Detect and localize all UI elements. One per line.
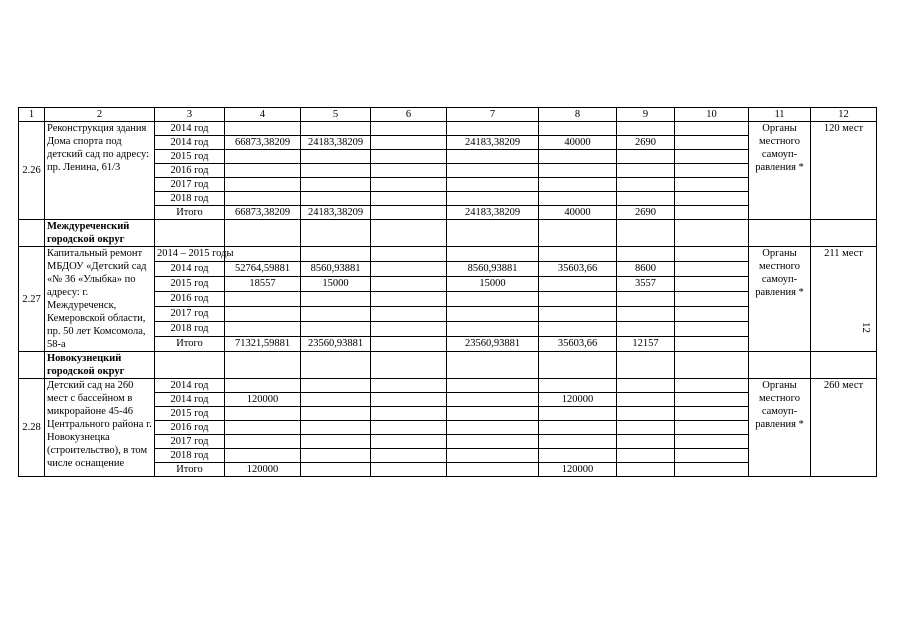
value-cell [371, 449, 447, 463]
value-cell [301, 192, 371, 206]
column-header: 9 [617, 108, 675, 122]
column-header: 11 [749, 108, 811, 122]
period-cell: 2017 год [155, 178, 225, 192]
value-cell [675, 136, 749, 150]
value-cell [225, 164, 301, 178]
responsible-org: Органы местного самоуп-равления * [749, 247, 811, 352]
page-number: 12 [860, 322, 872, 333]
table-cell [19, 352, 45, 379]
value-cell [225, 307, 301, 322]
table-cell [371, 220, 447, 247]
value-cell [675, 393, 749, 407]
period-cell: 2017 год [155, 435, 225, 449]
table-cell [301, 352, 371, 379]
period-cell: 2016 год [155, 421, 225, 435]
value-cell: 2690 [617, 136, 675, 150]
period-cell: 2017 год [155, 307, 225, 322]
value-cell [225, 192, 301, 206]
value-cell: 24183,38209 [447, 136, 539, 150]
object-name: Капитальный ремонт МБДОУ «Детский сад «№ 36 «Улыбка» по адресу: г. Междуреченск, Кемеровской области, пр. 50 лет Комсомола, 58-а [45, 247, 155, 352]
table-cell [155, 220, 225, 247]
value-cell [301, 379, 371, 393]
value-cell [447, 192, 539, 206]
value-cell [675, 277, 749, 292]
value-cell [301, 421, 371, 435]
column-header: 3 [155, 108, 225, 122]
header-row [19, 108, 877, 122]
column-header: 6 [371, 108, 447, 122]
value-cell: 120000 [539, 463, 617, 477]
value-cell [539, 435, 617, 449]
table-cell [225, 352, 301, 379]
value-cell [225, 435, 301, 449]
value-cell [301, 150, 371, 164]
table-cell [749, 220, 811, 247]
column-header: 4 [225, 108, 301, 122]
value-cell [539, 379, 617, 393]
column-header: 10 [675, 108, 749, 122]
table-row [19, 247, 877, 262]
value-cell [371, 277, 447, 292]
value-cell: 35603,66 [539, 262, 617, 277]
value-cell: 35603,66 [539, 337, 617, 352]
period-cell: 2014 год [155, 122, 225, 136]
value-cell [225, 292, 301, 307]
table-cell [539, 352, 617, 379]
value-cell [675, 435, 749, 449]
period-cell: 2016 год [155, 292, 225, 307]
value-cell [225, 178, 301, 192]
period-cell: Итого [155, 206, 225, 220]
value-cell [447, 150, 539, 164]
value-cell [675, 307, 749, 322]
value-cell [371, 150, 447, 164]
column-header: 12 [811, 108, 877, 122]
value-cell [447, 322, 539, 337]
table-cell [225, 220, 301, 247]
value-cell: 3557 [617, 277, 675, 292]
table-cell [675, 352, 749, 379]
value-cell [675, 379, 749, 393]
value-cell: 8560,93881 [447, 262, 539, 277]
value-cell [447, 393, 539, 407]
period-cell: Итого [155, 463, 225, 477]
value-cell [371, 247, 447, 262]
value-cell [447, 307, 539, 322]
value-cell [447, 292, 539, 307]
table-cell [371, 352, 447, 379]
value-cell [617, 164, 675, 178]
value-cell: 120000 [225, 393, 301, 407]
value-cell [675, 247, 749, 262]
value-cell [301, 122, 371, 136]
value-cell: 120000 [539, 393, 617, 407]
column-header: 2 [45, 108, 155, 122]
value-cell: 52764,59881 [225, 262, 301, 277]
value-cell [617, 379, 675, 393]
value-cell [225, 379, 301, 393]
value-cell [675, 449, 749, 463]
value-cell [225, 150, 301, 164]
value-cell [371, 322, 447, 337]
period-cell: 2015 год [155, 277, 225, 292]
value-cell [617, 307, 675, 322]
value-cell [225, 407, 301, 421]
period-cell: 2018 год [155, 449, 225, 463]
item-number: 2.27 [19, 247, 45, 352]
group-row [19, 220, 877, 247]
value-cell: 8600 [617, 262, 675, 277]
value-cell [371, 192, 447, 206]
value-cell [675, 164, 749, 178]
value-cell [447, 379, 539, 393]
value-cell [675, 206, 749, 220]
object-name: Детский сад на 260 мест с бассейном в микрорайоне 45-46 Центрального района г. Новокузнецка (строительство), в том числе оснащение [45, 379, 155, 477]
value-cell [447, 449, 539, 463]
value-cell [447, 164, 539, 178]
value-cell: 23560,93881 [301, 337, 371, 352]
value-cell [225, 247, 301, 262]
value-cell: 8560,93881 [301, 262, 371, 277]
period-cell: Итого [155, 337, 225, 352]
value-cell: 15000 [301, 277, 371, 292]
value-cell [301, 463, 371, 477]
value-cell [371, 407, 447, 421]
value-cell [617, 463, 675, 477]
value-cell [447, 463, 539, 477]
table-cell [617, 220, 675, 247]
value-cell [225, 122, 301, 136]
value-cell [371, 379, 447, 393]
value-cell [301, 407, 371, 421]
value-cell: 23560,93881 [447, 337, 539, 352]
value-cell [301, 292, 371, 307]
table-cell [155, 352, 225, 379]
value-cell [301, 164, 371, 178]
value-cell [675, 150, 749, 164]
object-name: Реконструкция здания Дома спорта под детский сад по адресу: пр. Ленина, 61/3 [45, 122, 155, 220]
value-cell: 15000 [447, 277, 539, 292]
value-cell [675, 192, 749, 206]
table-cell [301, 220, 371, 247]
value-cell [539, 449, 617, 463]
table-cell [811, 352, 877, 379]
value-cell [675, 322, 749, 337]
value-cell [617, 421, 675, 435]
value-cell [447, 435, 539, 449]
value-cell [675, 292, 749, 307]
value-cell [617, 122, 675, 136]
value-cell: 24183,38209 [301, 136, 371, 150]
value-cell [539, 407, 617, 421]
value-cell [371, 337, 447, 352]
value-cell [617, 393, 675, 407]
value-cell: 24183,38209 [447, 206, 539, 220]
value-cell [539, 421, 617, 435]
value-cell [371, 292, 447, 307]
value-cell [371, 262, 447, 277]
value-cell [539, 247, 617, 262]
period-cell: 2014 год [155, 262, 225, 277]
value-cell [539, 307, 617, 322]
value-cell [371, 307, 447, 322]
value-cell [301, 247, 371, 262]
table-cell [617, 352, 675, 379]
column-header: 7 [447, 108, 539, 122]
value-cell: 66873,38209 [225, 136, 301, 150]
period-cell: 2018 год [155, 322, 225, 337]
value-cell [447, 247, 539, 262]
financing-table [18, 107, 877, 477]
value-cell [301, 393, 371, 407]
value-cell: 120000 [225, 463, 301, 477]
value-cell [539, 192, 617, 206]
responsible-org: Органы местного самоуп-равления * [749, 122, 811, 220]
column-header: 8 [539, 108, 617, 122]
value-cell [301, 322, 371, 337]
value-cell [371, 164, 447, 178]
value-cell [301, 435, 371, 449]
value-cell [617, 247, 675, 262]
value-cell [371, 393, 447, 407]
period-cell: 2014 год [155, 379, 225, 393]
capacity: 260 мест [811, 379, 877, 477]
value-cell [675, 178, 749, 192]
table-cell [811, 220, 877, 247]
capacity: 211 мест [811, 247, 877, 352]
value-cell [675, 122, 749, 136]
value-cell: 12157 [617, 337, 675, 352]
period-cell: 2014 – 2015 годы [155, 247, 225, 262]
item-number: 2.26 [19, 122, 45, 220]
value-cell [371, 178, 447, 192]
value-cell [301, 178, 371, 192]
value-cell [617, 435, 675, 449]
value-cell [539, 178, 617, 192]
period-cell: 2014 год [155, 393, 225, 407]
value-cell: 71321,59881 [225, 337, 301, 352]
table-cell [749, 352, 811, 379]
column-header: 5 [301, 108, 371, 122]
value-cell: 24183,38209 [301, 206, 371, 220]
value-cell [617, 292, 675, 307]
value-cell [371, 435, 447, 449]
value-cell [447, 178, 539, 192]
value-cell [539, 292, 617, 307]
column-header: 1 [19, 108, 45, 122]
value-cell: 40000 [539, 136, 617, 150]
value-cell [371, 136, 447, 150]
period-cell: 2015 год [155, 150, 225, 164]
group-row [19, 352, 877, 379]
value-cell [225, 449, 301, 463]
value-cell [371, 463, 447, 477]
table-cell [447, 220, 539, 247]
value-cell [371, 421, 447, 435]
value-cell [617, 407, 675, 421]
period-cell: 2014 год [155, 136, 225, 150]
value-cell [371, 122, 447, 136]
value-cell: 66873,38209 [225, 206, 301, 220]
group-title: Междуреченский городской округ [45, 220, 155, 247]
table-cell [19, 220, 45, 247]
value-cell [539, 122, 617, 136]
value-cell [675, 337, 749, 352]
value-cell [225, 322, 301, 337]
value-cell: 18557 [225, 277, 301, 292]
table-row [19, 379, 877, 393]
table-cell [539, 220, 617, 247]
value-cell [539, 164, 617, 178]
value-cell [447, 122, 539, 136]
period-cell: 2018 год [155, 192, 225, 206]
value-cell [617, 449, 675, 463]
value-cell [617, 192, 675, 206]
value-cell [675, 407, 749, 421]
value-cell [675, 262, 749, 277]
responsible-org: Органы местного самоуп-равления * [749, 379, 811, 477]
value-cell [371, 206, 447, 220]
value-cell [617, 322, 675, 337]
table-cell [447, 352, 539, 379]
value-cell [301, 449, 371, 463]
value-cell [675, 463, 749, 477]
value-cell [447, 407, 539, 421]
value-cell [447, 421, 539, 435]
table-row [19, 122, 877, 136]
value-cell [301, 307, 371, 322]
item-number: 2.28 [19, 379, 45, 477]
value-cell [539, 277, 617, 292]
value-cell [617, 150, 675, 164]
value-cell [225, 421, 301, 435]
capacity: 120 мест [811, 122, 877, 220]
value-cell [539, 322, 617, 337]
period-cell: 2015 год [155, 407, 225, 421]
value-cell: 2690 [617, 206, 675, 220]
value-cell [675, 421, 749, 435]
value-cell [539, 150, 617, 164]
group-title: Новокузнецкий городской округ [45, 352, 155, 379]
value-cell: 40000 [539, 206, 617, 220]
period-cell: 2016 год [155, 164, 225, 178]
table-cell [675, 220, 749, 247]
value-cell [617, 178, 675, 192]
